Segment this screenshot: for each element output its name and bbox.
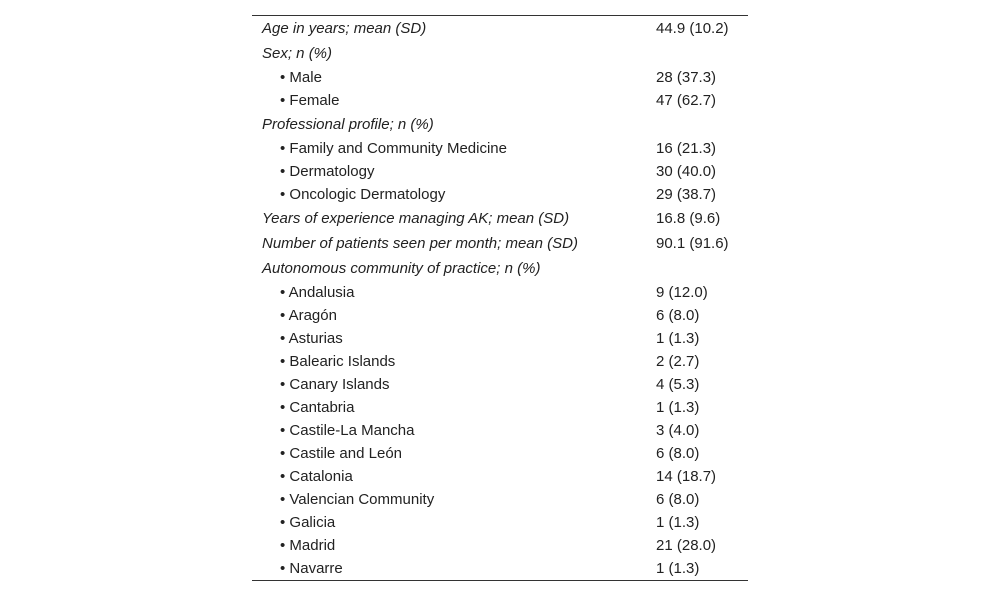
row-value: 6 (8.0) — [656, 491, 700, 508]
row-item-label: • Navarre — [280, 560, 343, 577]
table-section-row — [252, 256, 748, 281]
table-row — [252, 488, 748, 511]
table-row — [252, 534, 748, 557]
demographics-table-container — [252, 15, 748, 581]
row-value: 3 (4.0) — [656, 422, 700, 439]
row-item-label: • Asturias — [280, 330, 343, 347]
row-item-label: • Catalonia — [280, 468, 353, 485]
table-section-row — [252, 16, 748, 41]
table-row — [252, 327, 748, 350]
table-row — [252, 160, 748, 183]
row-header-label: Number of patients seen per month; mean (SD) — [262, 235, 578, 252]
row-item-label: • Madrid — [280, 537, 336, 554]
row-header-label: Autonomous community of practice; n (%) — [262, 260, 541, 277]
table-row — [252, 137, 748, 160]
table-row — [252, 419, 748, 442]
table-row — [252, 465, 748, 488]
table-section-row — [252, 206, 748, 231]
table-row — [252, 183, 748, 206]
row-value: 6 (8.0) — [656, 445, 700, 462]
table-section-row — [252, 231, 748, 256]
row-value: 29 (38.7) — [656, 186, 717, 203]
row-item-label: • Galicia — [280, 514, 336, 531]
row-value: 44.9 (10.2) — [656, 20, 729, 37]
row-item-label: • Castile-La Mancha — [280, 422, 415, 439]
row-value: 16 (21.3) — [656, 140, 717, 157]
table-row — [252, 89, 748, 112]
row-item-label: • Valencian Community — [280, 491, 435, 508]
row-value: 1 (1.3) — [656, 514, 700, 531]
row-item-label: • Balearic Islands — [280, 353, 396, 370]
row-item-label: • Aragón — [280, 307, 337, 324]
row-header-label: Age in years; mean (SD) — [262, 20, 427, 37]
table-row — [252, 557, 748, 580]
row-item-label: • Oncologic Dermatology — [280, 186, 446, 203]
row-value: 14 (18.7) — [656, 468, 717, 485]
row-item-label: • Castile and León — [280, 445, 402, 462]
row-value — [656, 112, 748, 137]
row-item-label: • Dermatology — [280, 163, 375, 180]
table-row — [252, 66, 748, 89]
row-value: 1 (1.3) — [656, 560, 700, 577]
row-header-label: Professional profile; n (%) — [262, 116, 434, 133]
table-row — [252, 396, 748, 419]
row-value: 1 (1.3) — [656, 399, 700, 416]
row-value — [656, 41, 748, 66]
row-value: 9 (12.0) — [656, 284, 708, 301]
table-section-row — [252, 41, 748, 66]
row-value — [656, 256, 748, 281]
row-value: 47 (62.7) — [656, 92, 717, 109]
row-header-label: Sex; n (%) — [262, 45, 333, 62]
row-value: 21 (28.0) — [656, 537, 717, 554]
row-value: 28 (37.3) — [656, 69, 717, 86]
table-row — [252, 511, 748, 534]
row-value: 2 (2.7) — [656, 353, 700, 370]
row-item-label: • Female — [280, 92, 340, 109]
demographics-table — [252, 16, 748, 580]
table-row — [252, 281, 748, 304]
table-row — [252, 442, 748, 465]
row-item-label: • Canary Islands — [280, 376, 390, 393]
table-body — [252, 16, 748, 580]
row-value: 4 (5.3) — [656, 376, 700, 393]
row-value: 30 (40.0) — [656, 163, 717, 180]
table-section-row — [252, 112, 748, 137]
row-item-label: • Family and Community Medicine — [280, 140, 507, 157]
row-item-label: • Male — [280, 69, 322, 86]
table-row — [252, 373, 748, 396]
row-header-label: Years of experience managing AK; mean (SD) — [262, 210, 570, 227]
row-value: 16.8 (9.6) — [656, 210, 721, 227]
table-row — [252, 304, 748, 327]
row-item-label: • Cantabria — [280, 399, 355, 416]
table-row — [252, 350, 748, 373]
row-value: 1 (1.3) — [656, 330, 700, 347]
row-value: 6 (8.0) — [656, 307, 700, 324]
row-value: 90.1 (91.6) — [656, 235, 729, 252]
row-item-label: • Andalusia — [280, 284, 355, 301]
